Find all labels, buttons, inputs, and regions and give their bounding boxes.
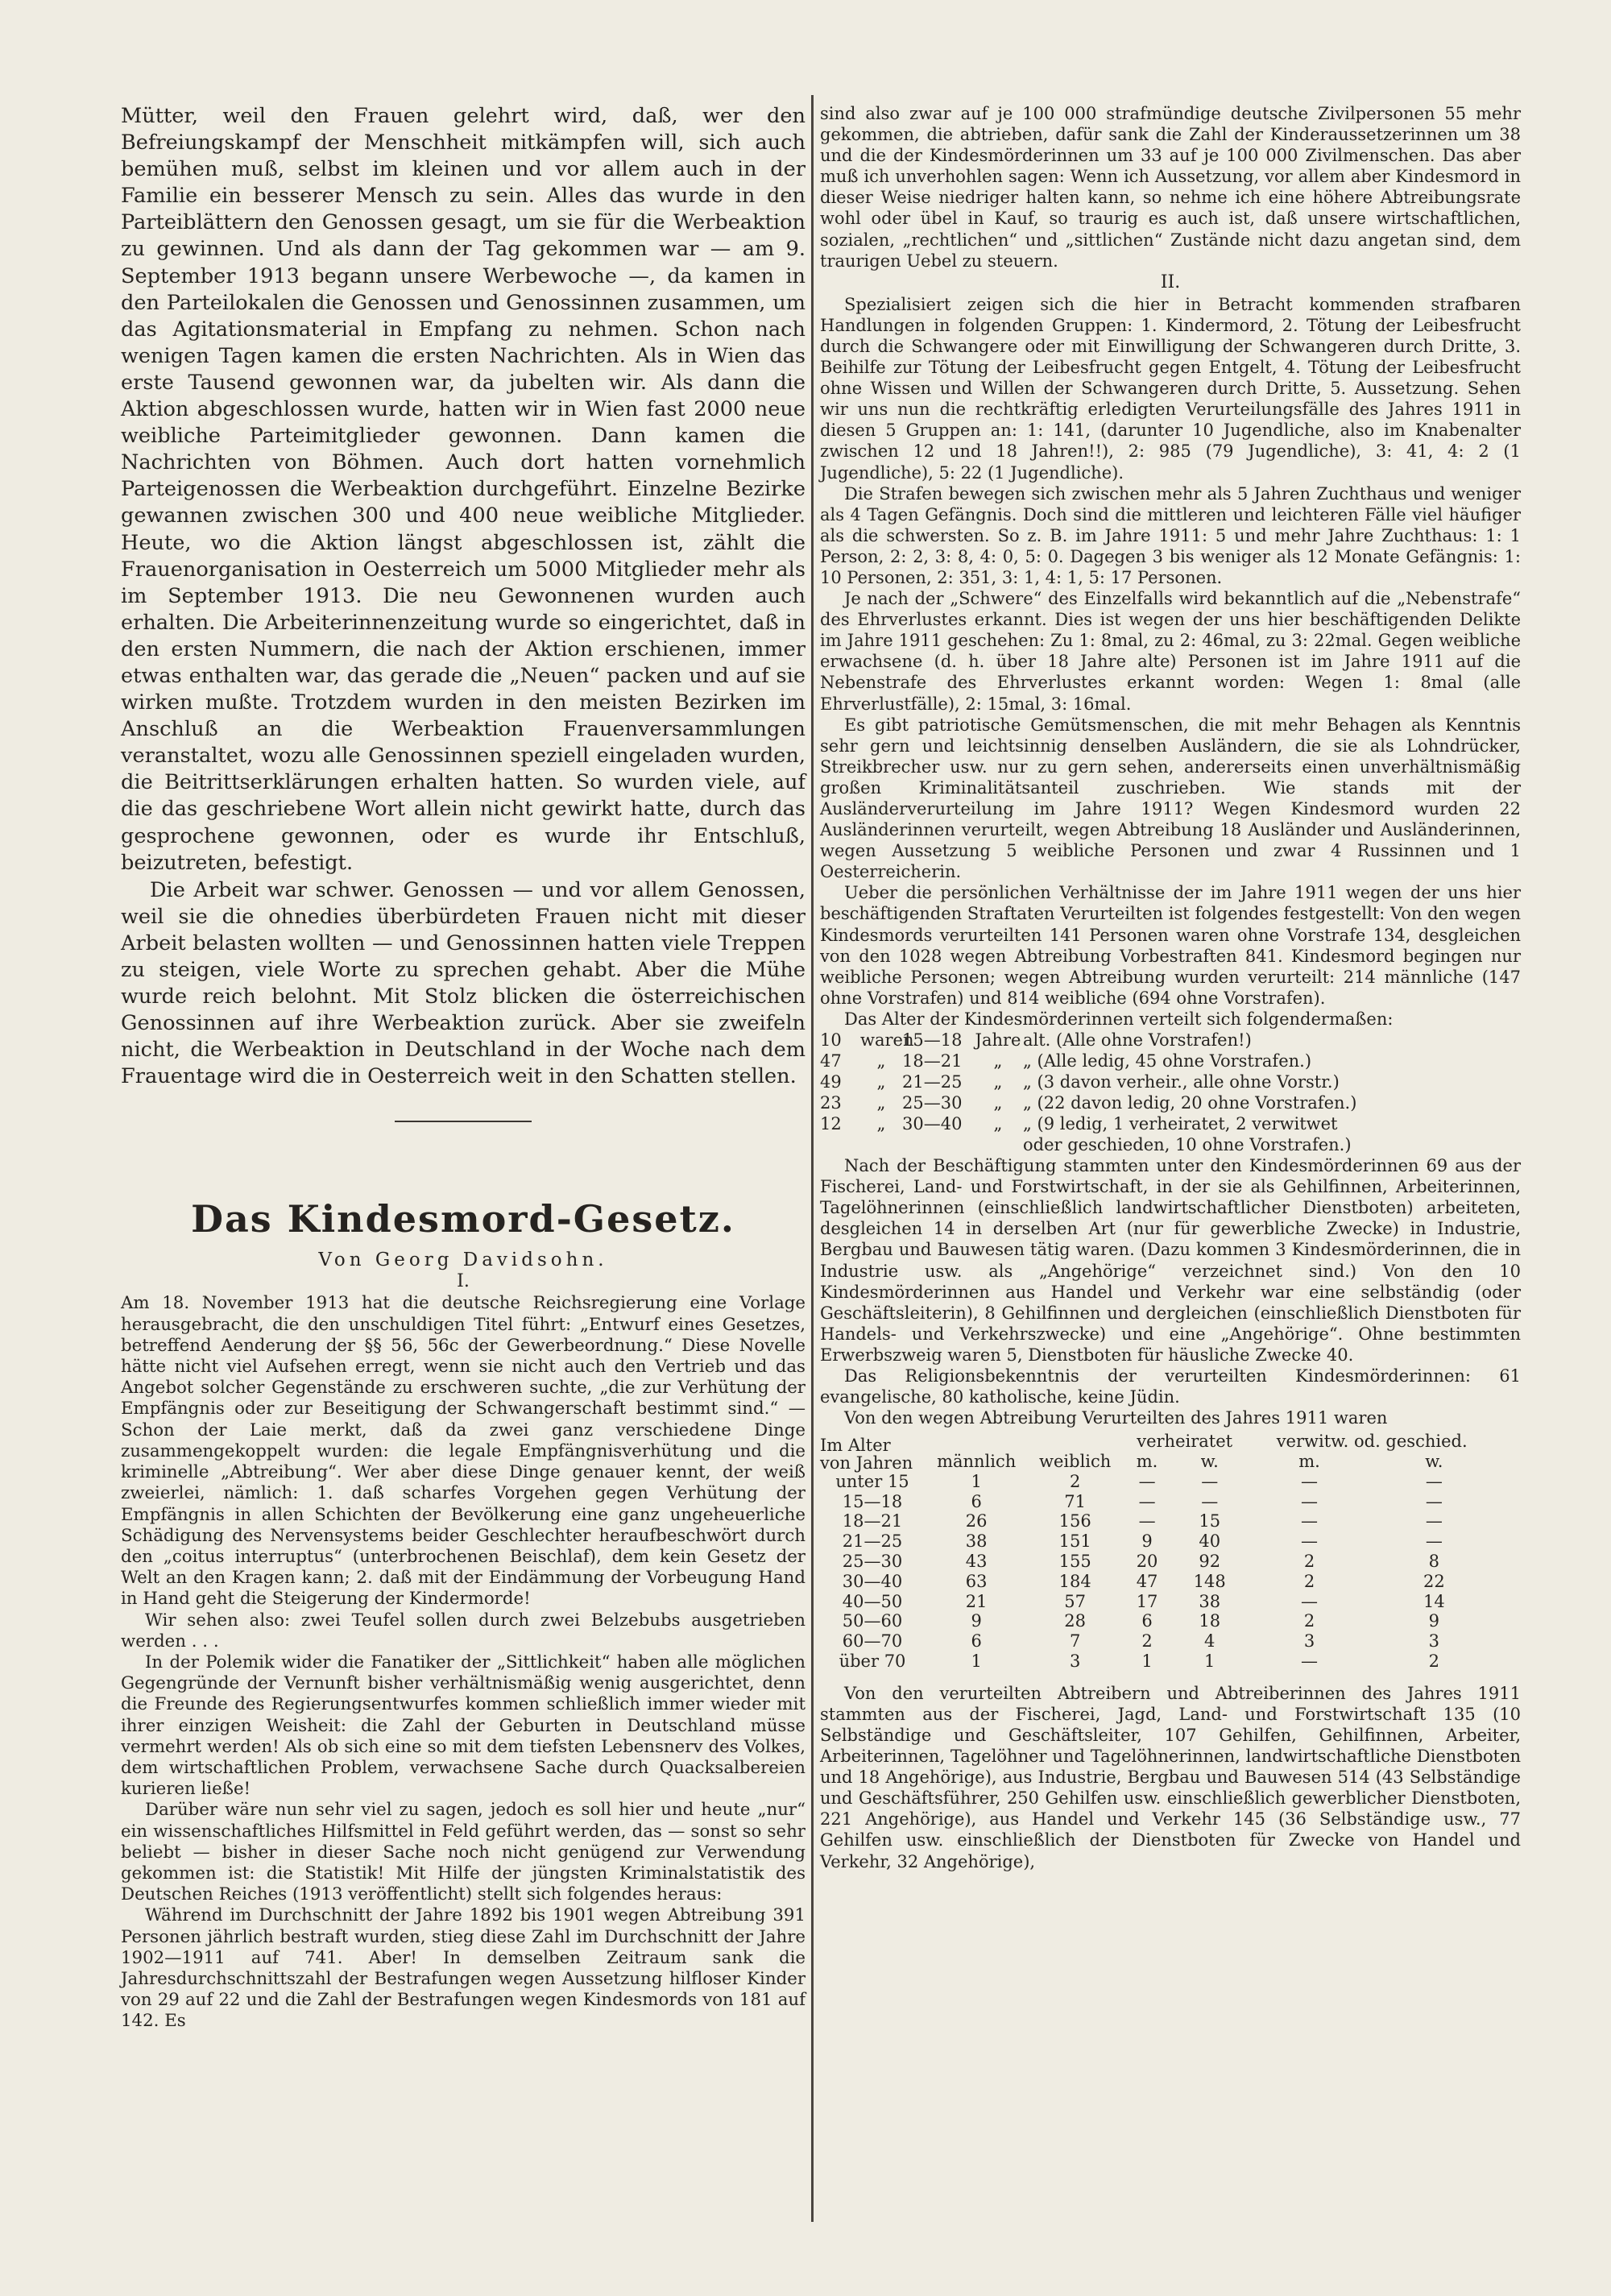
list-item: oder geschieden, 10 ohne Vorstrafen.): [1023, 1135, 1352, 1155]
paragraph: sind also zwar auf je 100 000 strafmündige deutsche Zivilpersonen 55 mehr gekommen, die abtrieben, dafür sank die Zahl der Kinderaussetzerinnen um 38 und die der Kindesmörderinnen um 33 auf je 100 000 Zivilmenschen. Das aber muß ich unverhohlen sagen: Wenn ich Aussetzung, vor allem aber Kindesmord in dieser Weise niedriger halten kann, so nehme ich eine höhere Abtreibungsrate wohl oder übel in Kauf, so traurig es auch ist, daß unsere wirtschaftlichen, sozialen, „rechtlichen“ und „sittlichen“ Zustände nicht dazu angetan sind, dem traurigen Uebel zu steuern.: [820, 104, 1521, 271]
list-item: 23 „ 25—30 „ „ (22 davon ledig, 20 ohne Vorstrafen.): [820, 1093, 1357, 1113]
table-cell: 47: [1136, 1571, 1158, 1591]
age-distribution-list: [820, 1030, 1521, 1155]
abortion-convictions-table: [820, 1432, 1497, 1672]
table-cell: 9: [971, 1611, 982, 1631]
table-cell: 156: [1058, 1511, 1091, 1531]
table-cell: 2: [1069, 1471, 1081, 1491]
table-cell: 18—21: [842, 1511, 903, 1531]
table-cell: 40—50: [842, 1591, 903, 1611]
paragraph: Darüber wäre nun sehr viel zu sagen, jedoch es soll hier und heute „nur“ ein wissenschaftliches Hilfsmittel in Feld geführt werden, das — sonst so sehr beliebt — bisher in dieser Sache noch nicht genügend zur Verwendung gekommen ist: die Statistik! Mit Hilfe der jüngsten Kriminalstatistik des Deutschen Reiches (1913 veröffentlicht) stellt sich folgendes heraus:: [121, 1800, 806, 1905]
table-cell: 25—30: [842, 1552, 903, 1572]
table-subheader: w.: [1425, 1452, 1443, 1472]
table-row: [820, 1631, 1497, 1652]
table-cell: 28: [1064, 1611, 1087, 1631]
table-header: männlich: [937, 1452, 1017, 1472]
table-cell: 18: [1199, 1611, 1221, 1631]
table-row: [820, 1511, 1497, 1531]
paragraph: Am 18. November 1913 hat die deutsche Reichsregierung eine Vorlage herausgebracht, die den unschuldigen Titel führt: „Entwurf eines Gesetzes, betreffend Aenderung der §§ 56, 56c der Gewerbeordnung.“ Diese Novelle hätte nicht viel Aufsehen erregt, wenn sie nicht auch den Vertrieb und das Angebot solcher Gegenstände zu erschweren suchte, „die zur Verhütung der Empfängnis oder zur Beseitigung der Schwangerschaft bestimmt sind.“ — Schon der Laie merkt, daß da zwei ganz verschiedene Dinge zusammengekoppelt wurden: die legale Empfängnisverhütung und die kriminelle „Abtreibung“. Wer aber diese Dinge genauer kennt, der weiß zweierlei, nämlich: 1. daß scharfes Vorgehen gegen Verhütung der Empfängnis in allen Schichten der Bevölkerung eine ganz ungeheuerliche Schädigung des Nervensystems beider Geschlechter heraufbeschwört durch den „coitus interruptus“ (unterbrochenen Beischlaf), dem kein Gesetz der Welt an den Kragen kann; 2. daß mit der Eindämmung der Vorbeugung Hand in Hand geht die Steigerung der Kindermorde!: [121, 1293, 806, 1610]
table-cell: 151: [1058, 1531, 1091, 1552]
paragraph: Die Strafen bewegen sich zwischen mehr als 5 Jahren Zuchthaus und weniger als 4 Tagen Gefängnis. Doch sind die mittleren und leichteren Fälle viel häufiger als die schwersten. So z. B. im Jahre 1911: 5 und mehr Jahre Zuchthaus: 1: 1 Person, 2: 2, 3: 8, 4: 0, 5: 0. Dagegen 3 bis weniger als 12 Monate Gefängnis: 1: 10 Personen, 2: 351, 3: 1, 4: 1, 5: 17 Personen.: [820, 483, 1521, 587]
table-cell: 30—40: [842, 1571, 903, 1591]
paragraph: Von den verurteilten Abtreibern und Abtreiberinnen des Jahres 1911 stammten aus der Fischerei, Jagd, Land- und Forstwirtschaft 135 (10 Selbständige und Geschäftsleiter, 107 Gehilfen, Gehilfinnen, Arbeiter, Arbeiterinnen, Tagelöhner und Tagelöhnerinnen, landwirtschaftliche Dienstboten und 18 Angehörige), aus Industrie, Bergbau und Bauwesen 514 (43 Selbständige und Geschäftsführer, 250 Gehilfen usw. einschließlich gewerblicher Dienstboten, 221 Angehörige), aus Handel und Verkehr 145 (36 Selbständige usw., 77 Gehilfen usw. einschließlich der Dienstboten für Zwecke von Handel und Verkehr, 32 Angehörige),: [820, 1683, 1521, 1871]
table-row: [820, 1611, 1497, 1631]
table-cell: 63: [965, 1571, 988, 1591]
article-byline: Von Georg Davidsohn.: [318, 1250, 608, 1271]
table-cell: 57: [1064, 1591, 1087, 1611]
table-header: weiblich: [1039, 1452, 1112, 1472]
table-subheader: w.: [1200, 1452, 1219, 1472]
table-cell: 60—70: [842, 1631, 903, 1652]
table-cell: 4: [1204, 1631, 1215, 1652]
paragraph: Spezialisiert zeigen sich die hier in Betracht kommenden strafbaren Handlungen in folgenden Gruppen: 1. Kindermord, 2. Tötung der Leibesfrucht durch die Schwangere oder mit Einwilligung der Schwangeren durch Dritte, 3. Beihilfe zur Tötung der Leibesfrucht gegen Entgelt, 4. Tötung der Leibesfrucht ohne Wissen und Willen der Schwangeren durch Dritte, 5. Aussetzung. Sehen wir uns nun die rechtkräftig erledigten Verurteilungsfälle des Jahres 1911 in diesen 5 Gruppen an: 1: 141, (darunter 10 Jugendliche, also im Knabenalter zwischen 12 und 18 Jahren!!), 2: 985 (79 Jugendliche), 3: 41, 4: 2 (1 Jugendliche), 5: 22 (1 Jugendliche).: [820, 294, 1521, 483]
section-number: I.: [457, 1271, 470, 1292]
paragraph: Je nach der „Schwere“ des Einzelfalls wird bekanntlich auf die „Nebenstrafe“ des Ehrverlustes erkannt. Dies ist wegen der uns hier beschäftigenden Delikte im Jahre 1911 geschehen: Zu 1: 8mal, zu 2: 46mal, zu 3: 22mal. Gegen weibliche erwachsene (d. h. über 18 Jahre alte) Personen ist im Jahre 1911 auf die Nebenstrafe des Ehrverlustes erkannt worden: Wegen 1: 8mal (alle Ehrverlustfälle), 2: 15mal, 3: 16mal.: [820, 589, 1521, 714]
table-cell: —: [1301, 1491, 1319, 1511]
article-title: Das Kindesmord-Gesetz.: [191, 1197, 735, 1241]
table-cell: 17: [1136, 1591, 1158, 1611]
table-cell: 38: [965, 1531, 988, 1552]
table-cell: 26: [965, 1511, 988, 1531]
table-cell: 6: [971, 1631, 982, 1652]
table-cell: —: [1425, 1531, 1443, 1552]
table-cell: 8: [1428, 1552, 1440, 1572]
paragraph: Während im Durchschnitt der Jahre 1892 bis 1901 wegen Abtreibung 391 Personen jährlich bestraft wurden, stieg diese Zahl im Durchschnitt der Jahre 1902—1911 auf 741. Aber! In demselben Zeitraum sank die Jahresdurchschnittszahl der Bestrafungen wegen Aussetzung hilfloser Kinder von 29 auf 22 und die Zahl der Bestrafungen wegen Kindesmords von 181 auf 142. Es: [121, 1905, 806, 2032]
table-cell: 6: [1141, 1611, 1153, 1631]
table-cell: 3: [1069, 1652, 1081, 1672]
table-row: [820, 1652, 1497, 1672]
table-cell: —: [1301, 1591, 1319, 1611]
table-row: [820, 1531, 1497, 1552]
table-cell: 40: [1199, 1531, 1221, 1552]
table-cell: über 70: [839, 1652, 906, 1672]
list-item: 47 „ 18—21 „ „ (Alle ledig, 45 ohne Vorstrafen.): [820, 1051, 1312, 1071]
table-cell: —: [1201, 1471, 1219, 1491]
paragraph: Von den wegen Abtreibung Verurteilten des Jahres 1911 waren: [844, 1408, 1388, 1428]
table-row: [820, 1592, 1497, 1612]
table-cell: 6: [971, 1491, 982, 1511]
table-cell: 2: [1141, 1631, 1153, 1652]
list-item: 12 „ 30—40 „ „ (9 ledig, 1 verheiratet, 2 verwitwet: [820, 1114, 1338, 1134]
table-cell: —: [1301, 1471, 1319, 1491]
table-cell: —: [1301, 1531, 1319, 1552]
table-cell: 20: [1136, 1552, 1158, 1572]
table-cell: —: [1138, 1511, 1156, 1531]
paragraph: Es gibt patriotische Gemütsmenschen, die mit mehr Behagen als Kenntnis sehr gern und leichtsinnig denselben Ausländern, die sie als Lohndrücker, Streikbrecher usw. nur zu gern sehen, andererseits einen unverhältnismäßig großen Kriminalitätsanteil zuschrieben. Wie stands mit der Ausländerverurteilung im Jahre 1911? Wegen Kindesmord wurden 22 Ausländerinnen verurteilt, wegen Abtreibung 18 Ausländer und Ausländerinnen, wegen Aussetzung 5 weibliche Personen und zwar 4 Russinnen und 1 Oesterreicherin.: [820, 715, 1521, 882]
paragraph: Die Arbeit war schwer. Genossen — und vor allem Genossen, weil sie die ohnedies überbürdeten Frauen nicht mit dieser Arbeit belasten wollten — und Genossinnen hatten viele Treppen zu steigen, viele Worte zu sprechen gehabt. Aber die Mühe wurde reich belohnt. Mit Stolz blicken die österreichischen Genossinnen auf ihre Werbeaktion zurück. Aber sie zweifeln nicht, die Werbeaktion in Deutschland in der Woche nach dem Frauentage wird die in Oesterreich weit in den Schatten stellen.: [121, 877, 806, 1089]
table-cell: —: [1301, 1652, 1319, 1672]
table-cell: —: [1138, 1471, 1156, 1491]
table-cell: 1: [971, 1652, 982, 1672]
table-cell: 184: [1058, 1571, 1091, 1591]
list-item: 10 waren 15—18 Jahre alt. (Alle ohne Vorstrafen!): [820, 1030, 1252, 1051]
table-cell: 43: [965, 1552, 988, 1572]
table-cell: 3: [1303, 1631, 1315, 1652]
table-cell: 9: [1141, 1531, 1153, 1552]
paragraph: Mütter, weil den Frauen gelehrt wird, daß, wer den Befreiungskampf der Menschheit mitkämpfen will, sich auch bemühen muß, selbst im kleinen und vor allem auch in der Familie ein besserer Mensch zu sein. Alles das wurde in den Parteiblättern den Genossen gesagt, um sie für die Werbeaktion zu gewinnen. Und als dann der Tag gekommen war — am 9. September 1913 begann unsere Werbewoche —, da kamen in den Parteilokalen die Genossen und Genossinnen zusammen, um das Agitationsmaterial in Empfang zu nehmen. Schon nach wenigen Tagen kamen die ersten Nachrichten. Als in Wien das erste Tausend gewonnen war, da jubelten wir. Als dann die Aktion abgeschlossen wurde, hatten wir in Wien fast 2000 neue weibliche Parteimitglieder gewonnen. Dann kamen die Nachrichten von Böhmen. Auch dort hatten vornehmlich Parteigenossen die Werbeaktion durchgeführt. Einzelne Bezirke gewannen zwischen 300 und 400 neue weibliche Mitglieder. Heute, wo die Aktion längst abgeschlossen ist, zählt die Frauenorganisation in Oesterreich um 5000 Mitglieder mehr als im September 1913. Die neu Gewonnenen wurden auch erhalten. Die Arbeiterinnenzeitung wurde so eingerichtet, daß in den ersten Nummern, die nach der Aktion erschienen, immer etwas enthalten war, das gerade die „Neuen“ packen und auf sie wirken mußte. Trotzdem wurden in den meisten Bezirken im Anschluß an die Werbeaktion Frauenversammlungen veranstaltet, wozu alle Genossinnen speziell eingeladen wurden, die Beitrittserklärungen erhalten hatten. So wurden viele, auf die das geschriebene Wort allein nicht gewirkt hatte, durch das gesprochene gewonnen, oder es wurde ihr Entschluß, beizutreten, befestigt.: [121, 104, 806, 875]
table-cell: —: [1425, 1471, 1443, 1491]
table-cell: —: [1425, 1511, 1443, 1531]
paragraph: Das Religionsbekenntnis der verurteilten Kindesmörderinnen: 61 evangelische, 80 katholische, keine Jüdin.: [820, 1366, 1521, 1407]
table-cell: —: [1425, 1491, 1443, 1511]
table-cell: —: [1301, 1511, 1319, 1531]
table-row: [820, 1572, 1497, 1592]
table-cell: 50—60: [842, 1611, 903, 1631]
table-cell: 15—18: [842, 1491, 903, 1511]
table-row: [820, 1552, 1497, 1572]
table-cell: 1: [971, 1471, 982, 1491]
table-cell: 1: [1141, 1652, 1153, 1672]
table-cell: —: [1138, 1491, 1156, 1511]
paragraph: Wir sehen also: zwei Teufel sollen durch zwei Belzebubs ausgetrieben werden . . .: [121, 1610, 806, 1652]
list-item: 49 „ 21—25 „ „ (3 davon verheir., alle ohne Vorstr.): [820, 1072, 1340, 1092]
table-cell: 21: [965, 1591, 988, 1611]
paragraph: Das Alter der Kindesmörderinnen verteilt sich folgendermaßen:: [844, 1009, 1394, 1029]
table-cell: 21—25: [842, 1531, 903, 1552]
table-subheader: m.: [1136, 1452, 1158, 1472]
table-cell: 9: [1428, 1611, 1440, 1631]
table-cell: 2: [1303, 1571, 1315, 1591]
table-cell: 2: [1303, 1611, 1315, 1631]
table-cell: 7: [1069, 1631, 1081, 1652]
table-subheader: m.: [1298, 1452, 1320, 1472]
table-header: verheiratet: [1137, 1432, 1233, 1452]
table-cell: 3: [1428, 1631, 1440, 1652]
table-header: verwitw. od. geschied.: [1276, 1432, 1468, 1452]
table-cell: 14: [1423, 1591, 1445, 1611]
table-cell: 1: [1204, 1652, 1215, 1672]
table-row: [820, 1472, 1497, 1492]
table-cell: 155: [1058, 1552, 1091, 1572]
table-cell: —: [1201, 1491, 1219, 1511]
table-cell: 22: [1423, 1571, 1445, 1591]
section-divider: [395, 1121, 532, 1122]
paragraph: Ueber die persönlichen Verhältnisse der im Jahre 1911 wegen der uns hier beschäftigenden Straftaten Verurteilten ist folgendes festgestellt: Von den wegen Kindesmords verurteilten 141 Personen waren ohne Vorstrafe 134, desgleichen von den 1028 wegen Abtreibung Vorbestraften 841. Kindesmord begingen nur weibliche Personen; wegen Abtreibung wurden verurteilt: 214 männliche (147 ohne Vorstrafen) und 814 weibliche (694 ohne Vorstrafen).: [820, 883, 1521, 1008]
table-cell: 15: [1199, 1511, 1221, 1531]
table-cell: 38: [1199, 1591, 1221, 1611]
table-cell: 92: [1199, 1552, 1221, 1572]
column-rule: [811, 95, 814, 2222]
table-header: Im Alter von Jahren: [820, 1435, 913, 1473]
paragraph: Nach der Beschäftigung stammten unter den Kindesmörderinnen 69 aus der Fischerei, Land- und Forstwirtschaft, in der sie als Gehilfinnen, Arbeiterinnen, Tagelöhnerinnen (einschließlich landwirtschaftlicher Dienstboten) arbeiteten, desgleichen 14 in derselben Art (nur für gewerbliche Zwecke) in Industrie, Bergbau und Bauwesen tätig waren. (Dazu kommen 3 Kindesmörderinnen, die in Industrie usw. als „Angehörige“ verzeichnet sind.) Von den 10 Kindesmörderinnen aus Handel und Verkehr war eine selbständig (oder Geschäftsleiterin), 8 Gehilfinnen und dergleichen (einschließlich Dienstboten für Handels- und Verkehrszwecke) und eine „Angehörige“. Ohne bestimmten Erwerbszweig waren 5, Dienstboten für häusliche Zwecke 40.: [820, 1156, 1521, 1365]
left-column: [121, 103, 806, 2033]
right-column: [820, 103, 1521, 1872]
section-number: II.: [1160, 271, 1181, 292]
table-cell: unter 15: [835, 1471, 909, 1491]
table-cell: 2: [1303, 1552, 1315, 1572]
table-cell: 2: [1428, 1652, 1440, 1672]
table-cell: 148: [1193, 1571, 1226, 1591]
paragraph: In der Polemik wider die Fanatiker der „Sittlichkeit“ haben alle möglichen Gegengründe der Vernunft bisher verhältnismäßig wenig ausgerichtet, denn die Freunde des Regierungsentwurfes kommen schließlich immer wieder mit ihrer einzigen Weisheit: die Zahl der Geburten in Deutschland müsse vermehrt werden! Als ob sich eine so mit dem tiefsten Lebensnerv des Volkes, dem wirtschaftlichen Problem, verwachsene Sache durch Quacksalbereien kurieren ließe!: [121, 1652, 806, 1800]
table-cell: 71: [1064, 1491, 1087, 1511]
table-row: [820, 1492, 1497, 1512]
